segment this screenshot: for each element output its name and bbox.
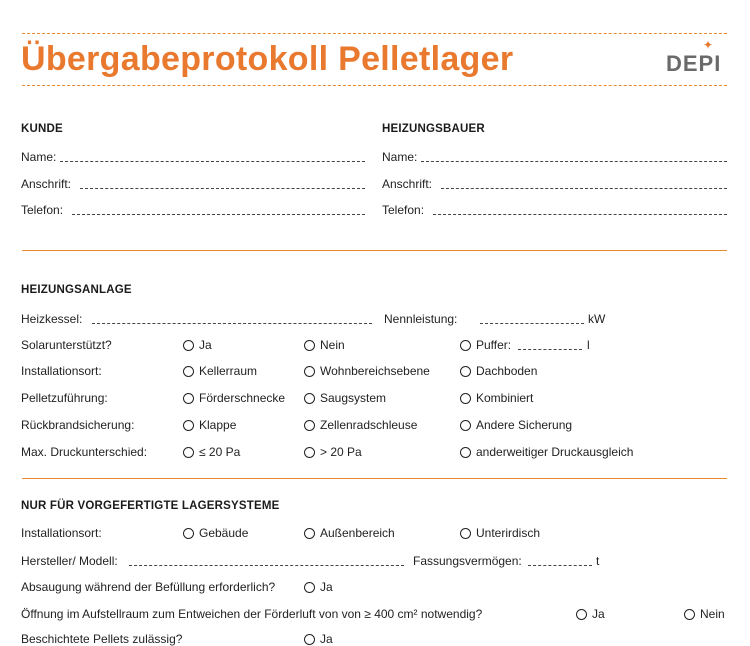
flame-icon: ✦	[703, 38, 714, 52]
radio-icon[interactable]	[304, 528, 315, 539]
page-title: Übergabeprotokoll Pelletlager	[21, 40, 514, 78]
bauer-telefon-label: Telefon:	[382, 203, 425, 217]
druck-le20-option[interactable]: ≤ 20 Pa	[183, 445, 240, 459]
section-divider	[22, 250, 727, 251]
radio-icon[interactable]	[183, 393, 194, 404]
gebaeude-option[interactable]: Gebäude	[183, 526, 248, 540]
foerderschnecke-option[interactable]: Förderschnecke	[183, 391, 285, 405]
heizungsanlage-heading: HEIZUNGSANLAGE	[21, 284, 132, 296]
solar-label: Solarunterstützt?	[21, 338, 112, 352]
heizkessel-label: Heizkessel:	[21, 312, 83, 326]
radio-icon[interactable]	[460, 366, 471, 377]
bauer-telefon-field[interactable]	[433, 214, 727, 215]
solar-nein-option[interactable]: Nein	[304, 338, 345, 352]
radio-icon[interactable]	[304, 420, 315, 431]
dachboden-option[interactable]: Dachboden	[460, 364, 537, 378]
bauer-name-label: Name:	[382, 150, 418, 164]
puffer-option[interactable]: Puffer:	[460, 338, 511, 352]
radio-icon[interactable]	[684, 609, 695, 620]
kunde-telefon-field[interactable]	[72, 214, 365, 215]
absaugung-ja-option[interactable]: Ja	[304, 580, 333, 594]
andere-sicherung-option[interactable]: Andere Sicherung	[460, 418, 572, 432]
hersteller-field[interactable]	[129, 565, 404, 566]
kunde-name-label: Name:	[21, 150, 57, 164]
kunde-anschrift-label: Anschrift:	[21, 177, 72, 191]
puffer-field[interactable]	[518, 349, 582, 350]
fassung-unit: t	[596, 554, 600, 568]
radio-icon[interactable]	[304, 634, 315, 645]
solar-ja-option[interactable]: Ja	[183, 338, 212, 352]
radio-icon[interactable]	[304, 340, 315, 351]
heizkessel-field[interactable]	[92, 323, 372, 324]
radio-icon[interactable]	[304, 393, 315, 404]
fassung-label: Fassungsvermögen:	[413, 554, 522, 568]
radio-icon[interactable]	[304, 366, 315, 377]
oeffnung-label: Öffnung im Aufstellraum zum Entweichen der Förderluft von von ≥ 400 cm² notwendig?	[21, 607, 483, 621]
top-dashed-rule	[22, 33, 727, 34]
kunde-anschrift-field[interactable]	[80, 188, 365, 189]
beschichtet-ja-option[interactable]: Ja	[304, 632, 333, 646]
druck-label: Max. Druckunterschied:	[21, 445, 148, 459]
depi-logo: DEPI	[666, 51, 722, 76]
beschichtet-label: Beschichtete Pellets zulässig?	[21, 632, 183, 646]
radio-icon[interactable]	[183, 366, 194, 377]
radio-icon[interactable]	[460, 420, 471, 431]
druck-gt20-option[interactable]: > 20 Pa	[304, 445, 362, 459]
vorgefertigt-heading: NUR FÜR VORGEFERTIGTE LAGERSYSTEME	[21, 500, 280, 512]
kellerraum-option[interactable]: Kellerraum	[183, 364, 257, 378]
kombiniert-option[interactable]: Kombiniert	[460, 391, 533, 405]
radio-icon[interactable]	[183, 420, 194, 431]
bauer-anschrift-field[interactable]	[441, 188, 727, 189]
kunde-telefon-label: Telefon:	[21, 203, 64, 217]
kunde-name-field[interactable]	[60, 161, 365, 162]
radio-icon[interactable]	[183, 447, 194, 458]
kw-unit: kW	[588, 312, 606, 326]
saugsystem-option[interactable]: Saugsystem	[304, 391, 386, 405]
oeffnung-nein-option[interactable]: Nein	[684, 607, 725, 621]
hersteller-label: Hersteller/ Modell:	[21, 554, 118, 568]
heizungsbauer-heading: HEIZUNGSBAUER	[382, 123, 485, 135]
installationsort-label: Installationsort:	[21, 364, 102, 378]
zellenrad-option[interactable]: Zellenradschleuse	[304, 418, 417, 432]
radio-icon[interactable]	[183, 528, 194, 539]
puffer-unit: l	[587, 338, 590, 352]
absaugung-label: Absaugung während der Befüllung erforderlich?	[21, 580, 276, 594]
druckausgleich-option[interactable]: anderweitiger Druckausgleich	[460, 445, 633, 459]
radio-icon[interactable]	[304, 582, 315, 593]
oeffnung-ja-option[interactable]: Ja	[576, 607, 605, 621]
bauer-name-field[interactable]	[421, 161, 727, 162]
radio-icon[interactable]	[460, 340, 471, 351]
v-installationsort-label: Installationsort:	[21, 526, 102, 540]
bauer-anschrift-label: Anschrift:	[382, 177, 433, 191]
radio-icon[interactable]	[460, 447, 471, 458]
wohnbereich-option[interactable]: Wohnbereichsebene	[304, 364, 430, 378]
radio-icon[interactable]	[183, 340, 194, 351]
radio-icon[interactable]	[576, 609, 587, 620]
fassung-field[interactable]	[528, 565, 592, 566]
zufuehrung-label: Pelletzuführung:	[21, 391, 108, 405]
radio-icon[interactable]	[460, 528, 471, 539]
radio-icon[interactable]	[460, 393, 471, 404]
radio-icon[interactable]	[304, 447, 315, 458]
nennleistung-field[interactable]	[480, 323, 584, 324]
unterirdisch-option[interactable]: Unterirdisch	[460, 526, 540, 540]
nennleistung-label: Nennleistung:	[384, 312, 458, 326]
kunde-heading: KUNDE	[21, 123, 63, 135]
aussenbereich-option[interactable]: Außenbereich	[304, 526, 395, 540]
rueckbrand-label: Rückbrandsicherung:	[21, 418, 135, 432]
section-divider	[22, 478, 727, 479]
bottom-dashed-rule	[22, 85, 727, 86]
klappe-option[interactable]: Klappe	[183, 418, 236, 432]
